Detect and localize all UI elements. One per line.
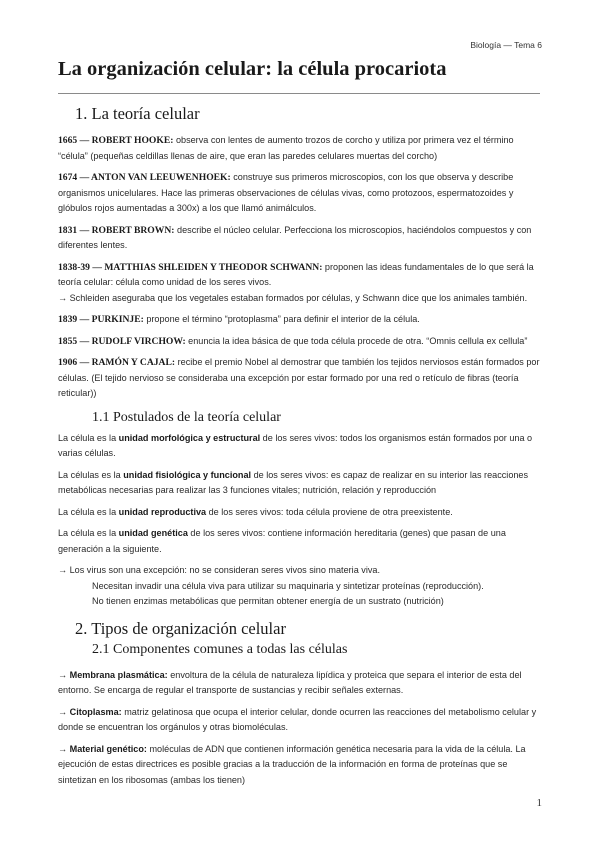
entry-text: construye sus primeros microscopios, con los que observa y describe organismos unicelulares. Hace las primeras observaciones de células vivas, como protozoos, espermatozoides y glóbulos rojos aumentadas a 300x) a los que llamó animálculos. (58, 172, 514, 213)
virus-detail: No tienen enzimas metabólicas que permitan obtener energía de un sustrato (nutrición) (92, 596, 444, 606)
postulate-term: unidad morfológica y estructural (118, 432, 261, 443)
arrow-marker: → (58, 743, 70, 754)
component-text: matriz gelatinosa que ocupa el interior celular, donde ocurren las reacciones del metabolismo celular y donde se encuentran los orgánulos y otras biomoléculas. (58, 706, 537, 732)
component-item (58, 668, 540, 699)
postulate-text: La célula es la (58, 432, 119, 443)
history-note (58, 291, 540, 307)
postulate-term: unidad reproductiva (118, 506, 207, 517)
component-item (58, 742, 540, 789)
entry-lead: 1855 — RUDOLF VIRCHOW: (58, 335, 186, 347)
running-head: Biología — Tema 6 (470, 40, 542, 50)
virus-note: → Los virus son una excepción: no se consideran seres vivos sino materia viva. (58, 565, 380, 575)
history-entry (58, 223, 540, 254)
component-term: Material genético: (69, 743, 147, 754)
page-number: 1 (536, 797, 542, 809)
postulate-text: La célula es la (58, 528, 119, 538)
arrow-marker: → (58, 706, 70, 717)
document-title: La organización celular: la célula procariota (58, 58, 447, 80)
component-term: Citoplasma: (69, 706, 122, 717)
postulate-text: de los seres vivos: toda célula proviene de otra preexistente. (206, 506, 453, 517)
section-heading-cell-theory: 1. La teoría celular (75, 104, 200, 123)
history-entry (58, 260, 540, 291)
postulate-text: de los seres vivos: es capaz de realizar en su interior las reacciones metabólicas necesarias para realizar las 3 funciones vitales; nutrición, relación y reproducción (58, 469, 529, 495)
subsection-heading-common-components: 2.1 Componentes comunes a todas las células (92, 641, 348, 657)
postulate-term: unidad fisiológica y funcional (123, 469, 252, 480)
title-divider (58, 93, 540, 94)
component-item (58, 705, 540, 736)
history-entry (58, 334, 540, 350)
postulate-item (58, 505, 540, 521)
virus-detail: Necesitan invadir una célula viva para utilizar su maquinaria y sintetizar proteínas (reproducción). (92, 580, 484, 591)
postulate-text: de los seres vivos: contiene información hereditaria (genes) que pasan de una generación a la siguiente. (58, 528, 506, 554)
entry-text: enuncia la idea básica de que toda célula procede de otra. “Omnis cellula ex cellula” (185, 335, 528, 346)
postulate-text: La células es la (58, 469, 124, 480)
history-entry (58, 170, 540, 217)
entry-text: observa con lentes de aumento trozos de corcho y utiliza por primera vez el término “célula” (pequeñas celdillas llenas de aire, que eran las paredes celulares muertas del corcho) (58, 135, 514, 161)
arrow-marker: → (58, 669, 70, 680)
component-text: moléculas de ADN que contienen información genética necesaria para la vida de la célula. La ejecución de estas directrices es posible gracias a la traducción de la información en forma de proteínas que se sintetizan en los ribosomas (ambas los tienen) (58, 743, 526, 785)
entry-lead: 1674 — ANTON VAN LEEUWENHOEK: (58, 172, 231, 183)
document-body (58, 103, 540, 794)
component-term: Membrana plasmática: (69, 669, 168, 680)
entry-lead: 1839 — PURKINJE: (58, 314, 144, 325)
entry-text: proponen las ideas fundamentales de lo que será la teoría celular: célula como unidad de los seres vivos. (58, 261, 534, 287)
history-entry (58, 355, 540, 402)
postulate-item (58, 431, 540, 462)
section-heading-organization-types: 2. Tipos de organización celular (75, 618, 286, 638)
entry-text: recibe el premio Nobel al demostrar que también los tejidos nerviosos están formados por células. (El tejido nervioso se consideraba una excepción por estar formado por una red o retículo de fibras (teoría reticular)) (58, 357, 540, 398)
entry-lead: 1838-39 — MATTHIAS SHLEIDEN Y THEODOR SCHWANN: (58, 261, 323, 273)
entry-text: describe el núcleo celular. Perfecciona los microscopios, haciéndolos compuestos y con diferentes lentes. (58, 224, 532, 250)
postulate-text: de los seres vivos: todos los organismos están formados por una o varias células. (58, 432, 533, 458)
history-entry (58, 133, 540, 164)
component-text: envoltura de la célula de naturaleza lipídica y proteica que separa el interior de esta del entorno. Se encarga de regular el transporte de sustancias y recibir señales externas. (58, 669, 522, 695)
subsection-heading-postulates: 1.1 Postulados de la teoría celular (92, 409, 281, 425)
postulate-text: La célula es la (58, 506, 119, 517)
postulate-item (58, 526, 540, 557)
history-entry (58, 312, 540, 328)
entry-text: propone el término “protoplasma” para definir el interior de la célula. (143, 314, 420, 324)
entry-lead: 1665 — ROBERT HOOKE: (58, 135, 174, 146)
postulate-item (58, 468, 540, 499)
postulate-term: unidad genética (118, 528, 188, 538)
entry-lead: 1906 — RAMÓN Y CAJAL: (58, 357, 176, 368)
entry-lead: 1831 — ROBERT BROWN: (58, 224, 175, 236)
entry-text: → Schleiden aseguraba que los vegetales estaban formados por células, y Schwann dice que los animales también. (58, 292, 528, 303)
